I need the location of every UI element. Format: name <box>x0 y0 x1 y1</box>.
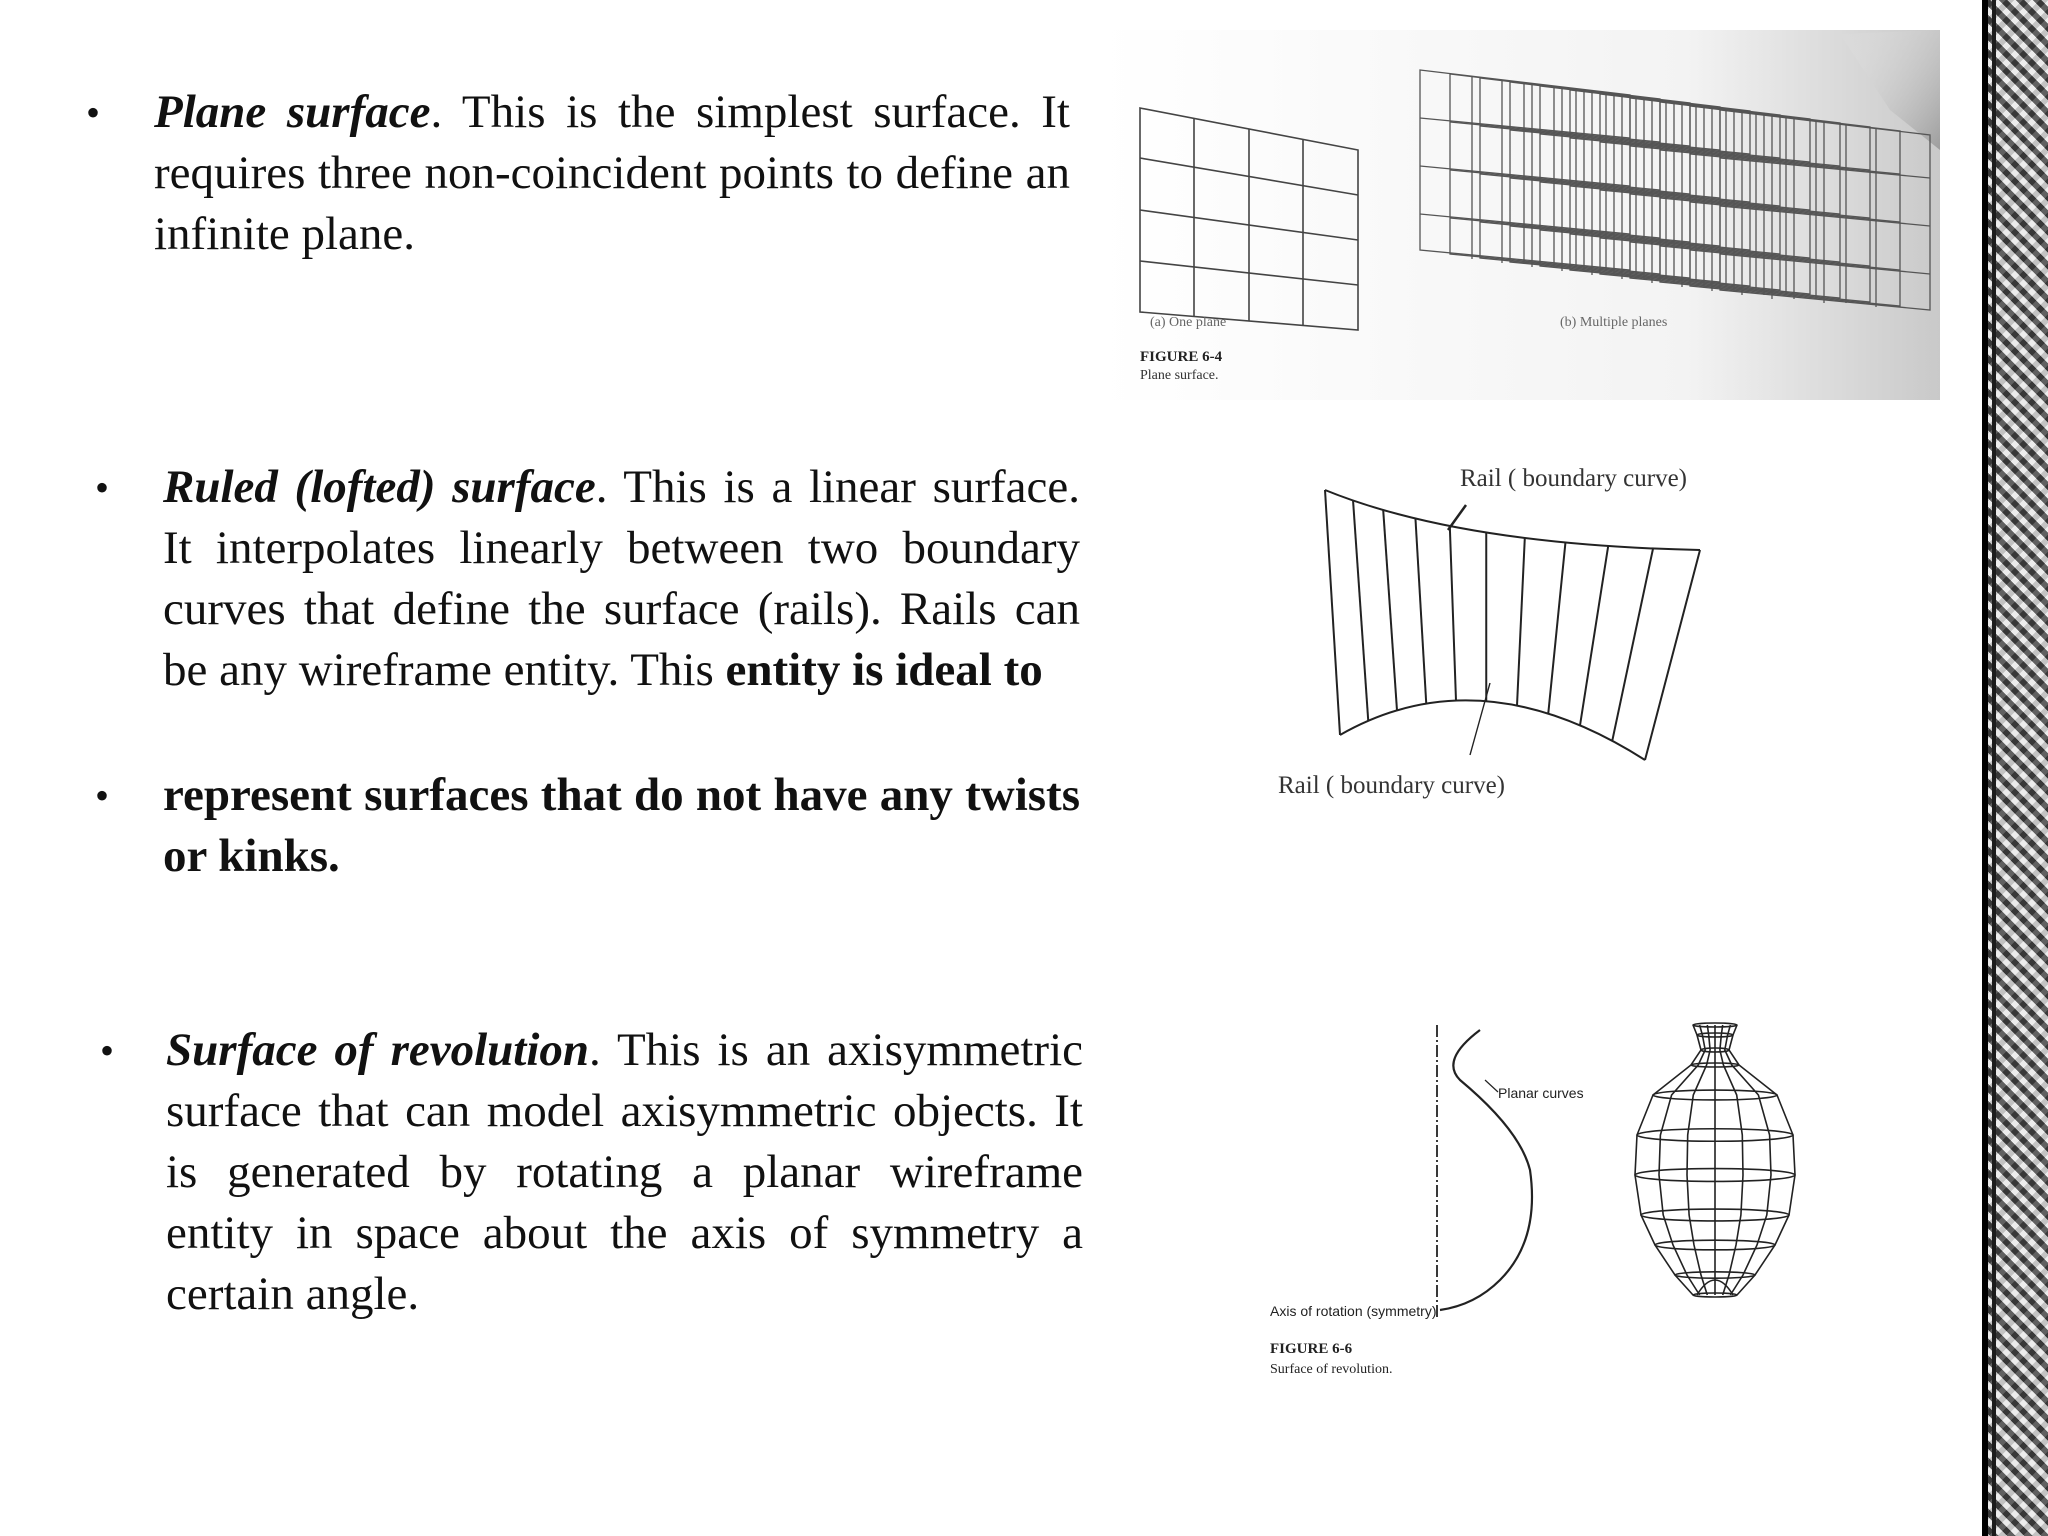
vase-meridian <box>1725 1025 1771 1295</box>
bullet-body: This is a linear surface. It interpolates linearly between two boundary curves that define the surface (rails). Rails can be any wireframe entity. This <box>163 461 1080 696</box>
bullet-dot: • <box>100 1028 115 1073</box>
ruled-surface-grid <box>1325 490 1700 760</box>
ruling-line <box>1612 549 1653 741</box>
figure-caption: Plane surface. <box>1140 368 1219 383</box>
term-punct: . <box>430 86 443 138</box>
figure-plane-surface <box>1100 30 1940 400</box>
ruling-line <box>1383 510 1397 710</box>
rail-bottom-curve <box>1340 700 1645 760</box>
plane-surface-diagram <box>1100 30 1940 400</box>
bullet-bold-text: represent surfaces that do not have any twists or kinks. <box>163 769 1080 882</box>
vase-wireframe <box>1635 1023 1795 1297</box>
figure-surface-of-revolution <box>1260 1020 1860 1390</box>
bullet-text <box>163 457 1080 701</box>
bullet-text <box>154 82 1070 265</box>
bullet-dot: • <box>95 465 110 510</box>
rail-top-curve <box>1325 490 1700 550</box>
term-ruled-surface: Ruled (lofted) surface <box>163 461 596 513</box>
ruling-line <box>1580 546 1608 725</box>
bullet-text <box>166 1020 1083 1325</box>
figure-caption: Surface of revolution. <box>1270 1362 1393 1377</box>
ruling-line <box>1450 526 1456 701</box>
label-rail-bottom: Rail ( boundary curve) <box>1278 772 1506 799</box>
ruling-line <box>1517 538 1525 706</box>
figure-number: FIGURE 6-4 <box>1140 349 1223 365</box>
term-punct: . <box>595 461 608 513</box>
bullet-body: This is an axisymmetric surface that can model axisymmetric objects. It is generated by rotating a planar wireframe entity in space about the axis of symmetry a certain angle. <box>166 1024 1083 1320</box>
rail-bottom-leader <box>1470 683 1490 755</box>
planar-curve <box>1440 1030 1532 1310</box>
bullet-text <box>163 765 1080 887</box>
surface-of-revolution-diagram <box>1260 1020 1860 1390</box>
figure-ruled-surface <box>1260 455 1780 815</box>
ruling-line <box>1353 501 1368 721</box>
bullet-body: This is the simplest surface. It requires three non-coincident points to define an infinite plane. <box>154 86 1070 260</box>
rail-top-leader <box>1448 505 1466 530</box>
label-planar-curves: Planar curves <box>1498 1085 1584 1101</box>
ruled-surface-diagram <box>1260 455 1780 815</box>
figure-number: FIGURE 6-6 <box>1270 1341 1353 1357</box>
ruling-line <box>1415 519 1426 704</box>
bullet-dot: • <box>86 90 101 135</box>
label-one-plane: (a) One plane <box>1150 315 1227 330</box>
label-rail-top: Rail ( boundary curve) <box>1460 465 1688 492</box>
vase-meridian <box>1659 1025 1705 1295</box>
term-punct: . <box>589 1024 601 1076</box>
term-plane-surface: Plane surface <box>154 86 431 138</box>
label-axis-of-rotation: Axis of rotation (symmetry) <box>1270 1303 1437 1319</box>
label-multiple-planes: (b) Multiple planes <box>1560 315 1668 330</box>
bullet-dot: • <box>95 773 110 818</box>
decorative-border-strip <box>1982 0 2048 1536</box>
ruling-line <box>1548 543 1565 714</box>
term-surface-of-revolution: Surface of revolution <box>166 1024 590 1076</box>
bullet-bold-text: entity is ideal to <box>725 644 1043 696</box>
